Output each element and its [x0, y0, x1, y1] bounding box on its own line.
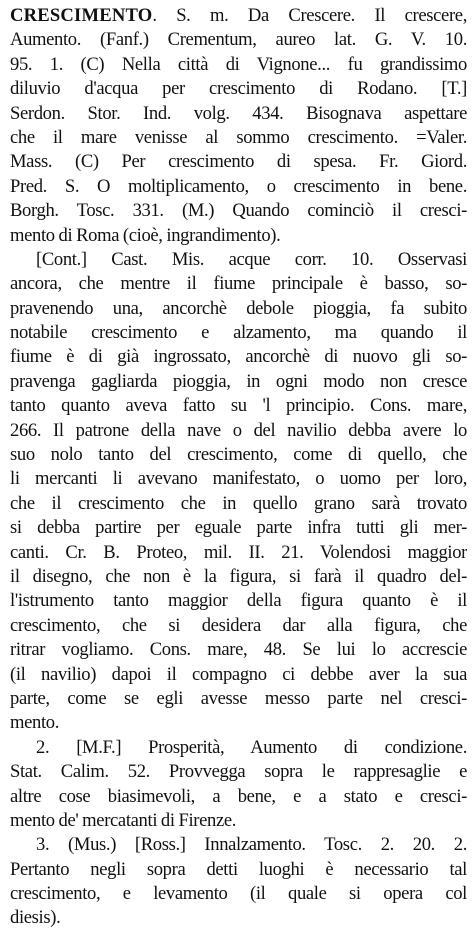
entry-line: fiume è di già ingrossato, ancorchè di nuovo gli so- [10, 346, 467, 368]
entry-line: l'istrumento tanto maggior della figura quanto è il [10, 590, 467, 612]
entry-line: ancora, che mentre il fiume principale è basso, so- [10, 273, 467, 295]
entry-line-text: S. m. Da Crescere. Il crescere, [176, 5, 467, 26]
entry-line: (il navilio) dapoi il compagno ci debbe aver la sua [10, 663, 467, 685]
entry-line: mento. [10, 712, 60, 734]
entry-line: ritrar vogliamo. Cons. mare, 48. Se lui lo accrescie [10, 639, 467, 661]
entry-line: mento di Roma (cioè, ingrandimento). [10, 224, 281, 246]
entry-line: tanto quanto aveva fatto su 'l principio. Cons. mare, [10, 395, 467, 417]
entry-line: diesis). [10, 907, 61, 929]
entry-line: altre cose biasimevoli, a bene, e a stato e cresci- [10, 785, 467, 807]
entry-line: 3. (Mus.) [Ross.] Innalzamento. Tosc. 2. 20. 2. [36, 834, 467, 856]
entry-line: 95. 1. (C) Nella città di Vignone... fu grandissimo [10, 53, 467, 75]
entry-line: li mercanti li avevano manifestato, o uomo per loro, [10, 468, 467, 490]
entry-line: che il mare venisse al sommo crescimento. =Valer. [10, 126, 467, 148]
entry-line: 266. Il patrone della nave o del navilio debba avere lo [10, 419, 467, 441]
entry-line: Mass. (C) Per crescimento di spesa. Fr. Giord. [10, 151, 467, 173]
entry-line: crescimento, che si desidera dar alla figura, che [10, 614, 467, 636]
entry-line: pravenga gagliarda pioggia, in ogni modo non cresce [10, 370, 467, 392]
entry-line: si debba partire per eguale parte infra tutti gli mer- [10, 517, 467, 539]
entry-line: il disegno, che non è la figura, si farà il quadro del- [10, 565, 467, 587]
entry-line: Stat. Calim. 52. Provvegga sopra le rappresaglie e [10, 761, 467, 783]
entry-line: Serdon. Stor. Ind. volg. 434. Bisognava aspettare [10, 102, 467, 124]
entry-line: parte, come se egli avesse messo parte nel cresci- [10, 687, 467, 709]
entry-line: Aumento. (Fanf.) Crementum, aureo lat. G. V. 10. [10, 29, 467, 51]
headword: CRESCIMENTO [10, 5, 153, 26]
entry-line: mento de' mercatanti di Firenze. [10, 809, 237, 831]
entry-line: che il crescimento che in quello grano sarà trovato [10, 492, 467, 514]
entry-line: Borgh. Tosc. 331. (M.) Quando cominciò il cresci- [10, 200, 467, 222]
entry-line: Pertanto negli sopra detti luoghi è necessario tal [10, 858, 467, 880]
entry-line: notabile crescimento e alzamento, ma quando il [10, 322, 467, 344]
entry-line: pravenendo una, ancorchè debole pioggia, fa subito [10, 297, 467, 319]
entry-line: canti. Cr. B. Proteo, mil. II. 21. Volendosi maggior [10, 541, 467, 563]
entry-line: [Cont.] Cast. Mis. acque corr. 10. Osservasi [36, 248, 467, 270]
entry-line: diluvio d'acqua per crescimento di Rodano. [T.] [10, 78, 467, 100]
entry-line: CRESCIMENTO. S. m. Da Crescere. Il crescere, [10, 5, 467, 26]
entry-line: Pred. S. O moltiplicamento, o crescimento in bene. [10, 175, 467, 197]
entry-line: crescimento, e levamento (il quale si opera col [10, 883, 467, 905]
entry-line: suo nolo tanto del crescimento, come di quello, che [10, 444, 467, 466]
entry-line: 2. [M.F.] Prosperità, Aumento di condizione. [36, 736, 467, 758]
